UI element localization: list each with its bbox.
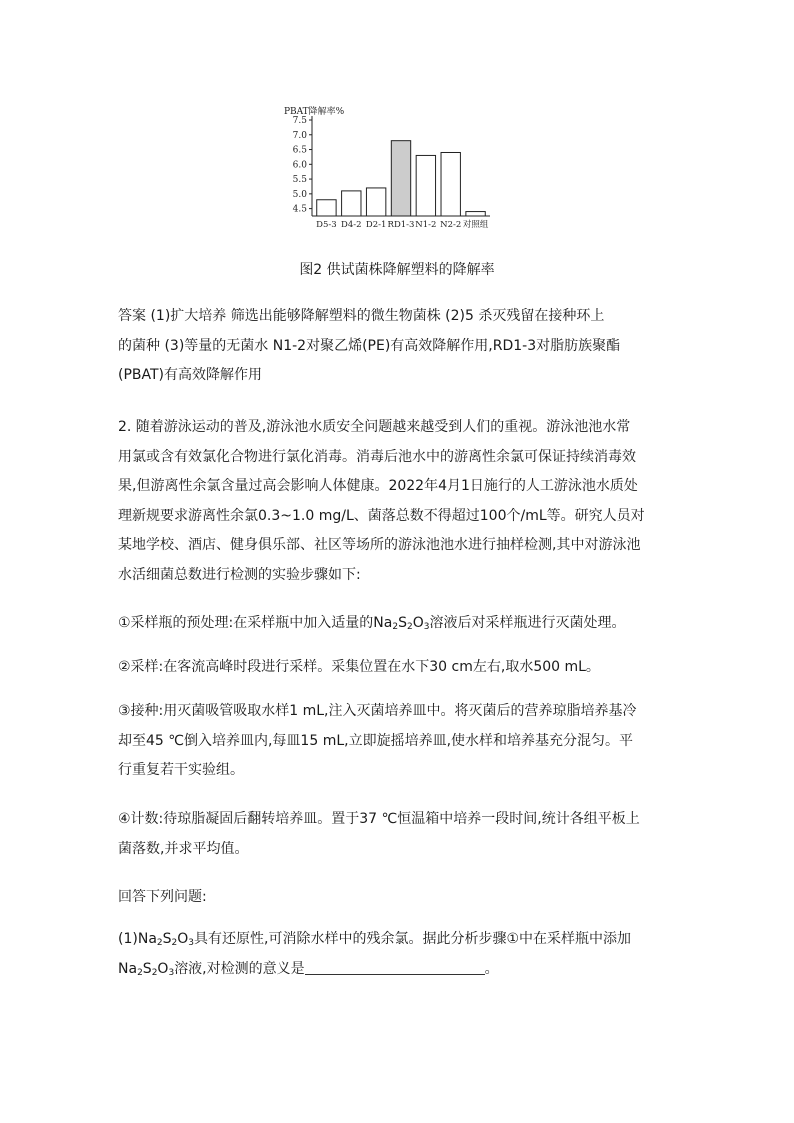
step-4: ④计数:待琼脂凝固后翻转培养皿。置于37 ℃恒温箱中培养一段时间,统计各组平板上 菌落数,并求平均值。	[118, 811, 640, 857]
y-tick-label: 7.0	[292, 130, 307, 141]
question-line: 2. 随着游泳运动的普及,游泳池水质安全问题越来越受到人们的重视。游泳池池水常	[118, 419, 631, 435]
y-tick-label: 6.0	[292, 160, 307, 171]
figure-caption: 图2 供试菌株降解塑料的降解率	[299, 262, 495, 278]
chemical-formula: $Na_2S_2O_3$	[137, 931, 195, 948]
answer-line: 答案 (1)扩大培养 筛选出能够降解塑料的微生物菌株 (2)5 杀灭残留在接种环上	[118, 308, 605, 324]
step-1-text: ①采样瓶的预处理:在采样瓶中加入适量的	[118, 615, 374, 631]
y-tick-label: 6.5	[292, 145, 307, 156]
question-line: 某地学校、酒店、健身俱乐部、社区等场所的游泳池池水进行抽样检测,其中对游泳池	[118, 537, 641, 553]
chart-y-ticks	[293, 116, 312, 215]
step-3: ③接种:用灭菌吸管吸取水样1 mL,注入灭菌培养皿中。将灭菌后的营养琼脂培养基冷 却至45 ℃倒入培养皿内,每皿15 mL,立即旋摇培养皿,使水样和培养基充分混匀。平 行重复若干实验组。	[118, 703, 637, 778]
step-1-text-end: 溶液后对采样瓶进行灭菌处理。	[429, 615, 626, 631]
x-tick-label: 对照组	[462, 220, 489, 230]
degradation-rate-chart	[280, 100, 520, 240]
x-tick-label: D5-3	[316, 220, 337, 230]
answer-line: (PBAT)有高效降解作用	[118, 367, 263, 383]
answer-blank[interactable]	[305, 960, 485, 975]
question-line: 理新规要求游离性余氯0.3~1.0 mg/L、菌落总数不得超过100个/mL等。研究人员对	[118, 507, 645, 524]
question-line: 果,但游离性余氯含量过高会影响人体健康。2022年4月1日施行的人工游泳池水质处	[118, 478, 638, 494]
y-tick-label: 7.5	[292, 116, 307, 126]
bar-rd1-3	[391, 141, 410, 216]
bar-d5-3	[317, 200, 336, 216]
x-tick-label: D2-1	[365, 220, 387, 230]
question-2-paragraph	[118, 413, 698, 590]
x-tick-label: RD1-3	[387, 220, 415, 230]
step-2: ②采样:在客流高峰时段进行采样。采集位置在水下30 cm左右,取水500 mL。	[118, 659, 600, 675]
sub-question-1: $(1)Na_2S_2O_3$具有还原性,可消除水样中的残余氯。据此分析步骤①中在采样瓶中添加 $Na_2S_2O_3$溶液,对检测的意义是 。	[118, 931, 632, 978]
chemical-formula: $Na_2S_2O_3$	[373, 615, 430, 632]
chart-y-axis-label: PBAT降解率%	[284, 107, 345, 117]
x-tick-label: N2-2	[440, 220, 462, 230]
bar-d2-1	[366, 188, 385, 216]
question-line: 水活细菌总数进行检测的实验步骤如下:	[118, 566, 361, 583]
chart-x-labels	[316, 219, 489, 230]
chemical-formula: $Na_2S_2O_3$	[118, 960, 175, 978]
bar-n1-2	[416, 155, 435, 216]
bar-control	[466, 212, 485, 216]
y-tick-label: 5.0	[292, 189, 307, 200]
step-1	[118, 609, 698, 639]
answer-paragraph	[118, 302, 698, 391]
x-tick-label: D4-2	[341, 220, 362, 230]
y-tick-label: 4.5	[292, 204, 307, 215]
bar-n2-2	[441, 152, 460, 216]
question-line: 用氯或含有效氯化合物进行氯化消毒。消毒后池水中的游离性余氯可保证持续消毒效	[118, 448, 636, 465]
answer-line: 的菌种 (3)等量的无菌水 N1-2对聚乙烯(PE)有高效降解作用,RD1-3对脂肪族聚酯	[118, 337, 621, 354]
chart-bars	[317, 141, 486, 216]
prompt-text: 回答下列问题:	[118, 889, 207, 905]
x-tick-label: N1-2	[415, 220, 437, 230]
bar-d4-2	[342, 191, 361, 216]
y-tick-label: 5.5	[292, 175, 307, 186]
